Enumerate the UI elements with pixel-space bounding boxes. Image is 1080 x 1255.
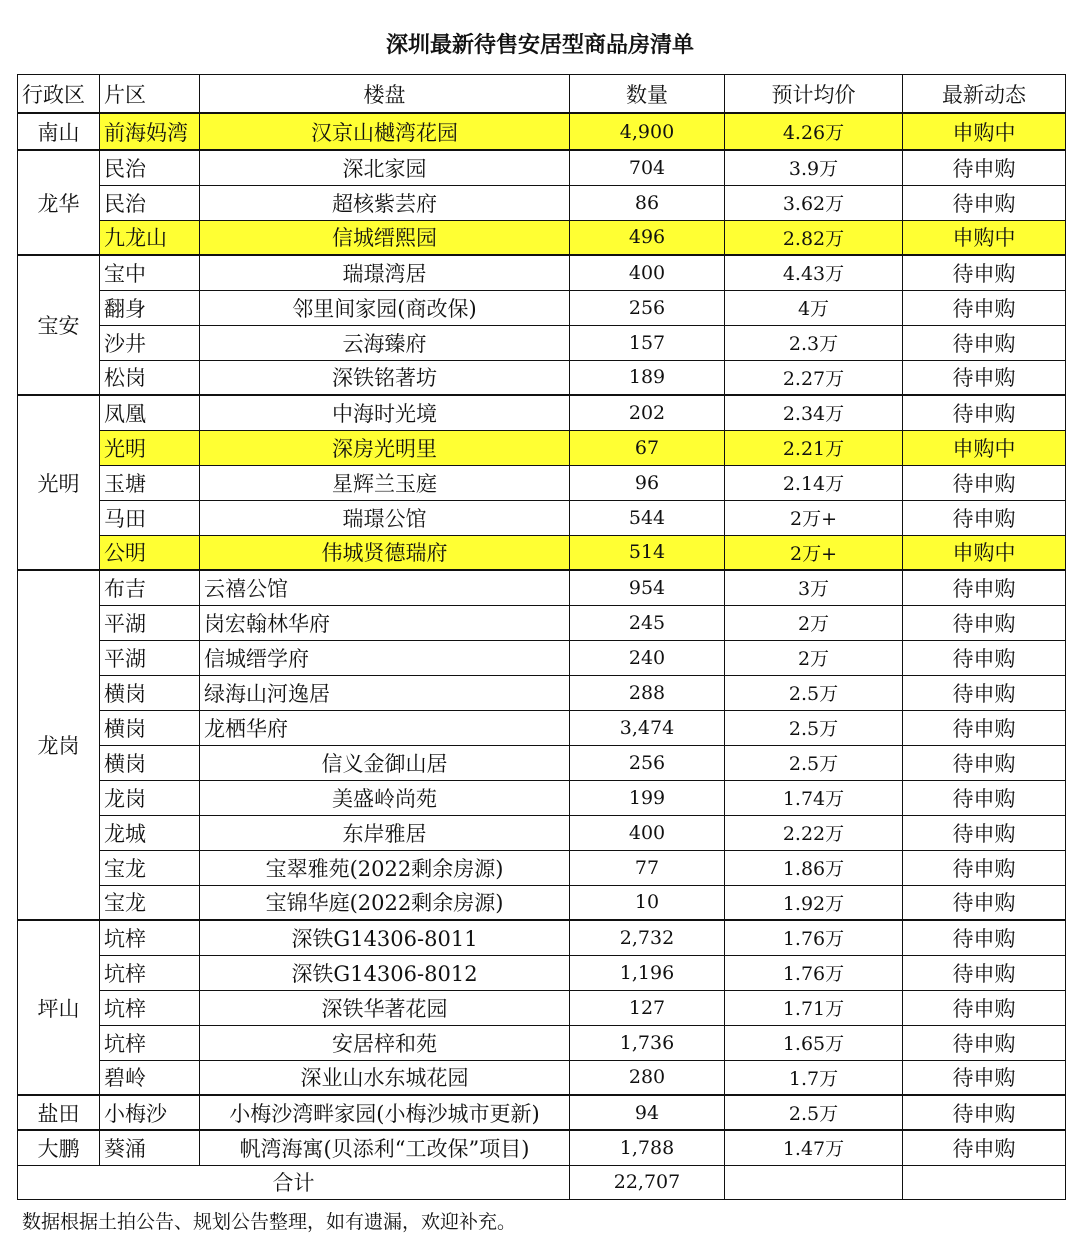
project-cell: 云禧公馆 [200,570,570,605]
project-cell: 深铁G14306-8011 [200,920,570,955]
project-cell: 深铁G14306-8012 [200,955,570,990]
table-row [18,745,1066,780]
header-status: 最新动态 [903,75,1066,114]
price-cell: 2.5万 [725,1095,903,1130]
table-row [18,150,1066,185]
qty-cell: 189 [570,360,725,395]
area-cell: 横岗 [100,675,200,710]
page-title: 深圳最新待售安居型商品房清单 [385,32,694,58]
project-cell: 宝翠雅苑(2022剩余房源) [200,850,570,885]
qty-cell: 400 [570,255,725,290]
price-cell: 2.14万 [725,465,903,500]
qty-cell: 954 [570,570,725,605]
table-row [18,360,1066,395]
price-cell: 2万 [725,640,903,675]
status-cell: 待申购 [903,1130,1066,1165]
status-cell: 待申购 [903,465,1066,500]
header-area: 片区 [100,75,200,114]
area-cell: 宝中 [100,255,200,290]
project-cell: 深北家园 [200,150,570,185]
price-cell: 2.27万 [725,360,903,395]
project-cell: 深铁华著花园 [200,990,570,1025]
project-cell: 瑞璟公馆 [200,500,570,535]
qty-cell: 400 [570,815,725,850]
price-cell: 2.5万 [725,745,903,780]
price-cell: 2.3万 [725,325,903,360]
district-cell: 龙岗 [18,570,100,920]
area-cell: 民治 [100,150,200,185]
status-cell: 申购中 [903,430,1066,465]
status-cell: 待申购 [903,640,1066,675]
qty-cell: 280 [570,1060,725,1095]
header-price: 预计均价 [725,75,903,114]
price-cell: 3.62万 [725,185,903,220]
status-cell: 待申购 [903,920,1066,955]
project-cell: 云海臻府 [200,325,570,360]
price-cell: 1.74万 [725,780,903,815]
qty-cell: 77 [570,850,725,885]
total-qty: 22,707 [570,1165,725,1199]
qty-cell: 3,474 [570,710,725,745]
status-cell: 待申购 [903,815,1066,850]
district-cell: 龙华 [18,150,100,255]
price-cell: 1.76万 [725,955,903,990]
table-row [18,710,1066,745]
housing-table [17,74,1066,1200]
qty-cell: 245 [570,605,725,640]
status-cell: 待申购 [903,150,1066,185]
status-cell: 待申购 [903,885,1066,920]
project-cell: 信城缙熙园 [200,220,570,255]
status-cell: 待申购 [903,395,1066,430]
area-cell: 宝龙 [100,885,200,920]
qty-cell: 256 [570,745,725,780]
table-row [18,955,1066,990]
area-cell: 民治 [100,185,200,220]
price-cell: 2.22万 [725,815,903,850]
project-cell: 邻里间家园(商改保) [200,290,570,325]
qty-cell: 544 [570,500,725,535]
district-cell: 坪山 [18,920,100,1095]
qty-cell: 1,196 [570,955,725,990]
table-row [18,255,1066,290]
table-row [18,430,1066,465]
status-cell: 申购中 [903,220,1066,255]
district-cell: 光明 [18,395,100,570]
status-cell: 待申购 [903,500,1066,535]
qty-cell: 1,788 [570,1130,725,1165]
project-cell: 信城缙学府 [200,640,570,675]
project-cell: 龙栖华府 [200,710,570,745]
qty-cell: 1,736 [570,1025,725,1060]
project-cell: 深业山水东城花园 [200,1060,570,1095]
project-cell: 中海时光境 [200,395,570,430]
district-cell: 宝安 [18,255,100,395]
status-cell: 待申购 [903,570,1066,605]
status-cell: 申购中 [903,113,1066,150]
qty-cell: 240 [570,640,725,675]
table-row [18,815,1066,850]
table-row [18,780,1066,815]
qty-cell: 199 [570,780,725,815]
price-cell: 2.21万 [725,430,903,465]
table-row [18,290,1066,325]
area-cell: 葵涌 [100,1130,200,1165]
project-cell: 帆湾海寓(贝添利“工改保”项目) [200,1130,570,1165]
district-cell: 南山 [18,113,100,150]
table-row [18,113,1066,150]
table-row [18,1095,1066,1130]
header-district: 行政区 [18,75,100,114]
area-cell: 坑梓 [100,955,200,990]
area-cell: 宝龙 [100,850,200,885]
table-row [18,675,1066,710]
qty-cell: 2,732 [570,920,725,955]
table-row [18,885,1066,920]
price-cell: 1.86万 [725,850,903,885]
price-cell: 1.7万 [725,1060,903,1095]
project-cell: 汉京山樾湾花园 [200,113,570,150]
price-cell: 2万+ [725,535,903,570]
price-cell: 2万 [725,605,903,640]
qty-cell: 127 [570,990,725,1025]
project-cell: 岗宏翰林华府 [200,605,570,640]
table-row [18,185,1066,220]
table-row [18,850,1066,885]
status-cell: 待申购 [903,1025,1066,1060]
price-cell: 2.34万 [725,395,903,430]
district-cell: 盐田 [18,1095,100,1130]
total-label: 合计 [18,1165,570,1199]
area-cell: 碧岭 [100,1060,200,1095]
project-cell: 信义金御山居 [200,745,570,780]
qty-cell: 514 [570,535,725,570]
qty-cell: 288 [570,675,725,710]
header-qty: 数量 [570,75,725,114]
project-cell: 安居梓和苑 [200,1025,570,1060]
qty-cell: 256 [570,290,725,325]
status-cell: 待申购 [903,1060,1066,1095]
status-cell: 待申购 [903,710,1066,745]
table-row [18,220,1066,255]
status-cell: 待申购 [903,185,1066,220]
table-row [18,990,1066,1025]
price-cell: 2万+ [725,500,903,535]
table-row [18,570,1066,605]
qty-cell: 704 [570,150,725,185]
price-cell: 4.26万 [725,113,903,150]
area-cell: 布吉 [100,570,200,605]
table-row [18,605,1066,640]
status-cell: 待申购 [903,955,1066,990]
total-row [18,1165,1066,1199]
area-cell: 光明 [100,430,200,465]
status-cell: 待申购 [903,325,1066,360]
project-cell: 瑞璟湾居 [200,255,570,290]
district-cell: 大鹏 [18,1130,100,1165]
area-cell: 横岗 [100,745,200,780]
status-cell: 待申购 [903,605,1066,640]
area-cell: 龙岗 [100,780,200,815]
status-cell: 待申购 [903,675,1066,710]
qty-cell: 202 [570,395,725,430]
table-header-row [18,75,1066,114]
project-cell: 宝锦华庭(2022剩余房源) [200,885,570,920]
project-cell: 伟城贤德瑞府 [200,535,570,570]
qty-cell: 96 [570,465,725,500]
price-cell: 1.92万 [725,885,903,920]
area-cell: 公明 [100,535,200,570]
status-cell: 待申购 [903,290,1066,325]
price-cell: 4万 [725,290,903,325]
qty-cell: 157 [570,325,725,360]
price-cell: 4.43万 [725,255,903,290]
qty-cell: 94 [570,1095,725,1130]
area-cell: 玉塘 [100,465,200,500]
status-cell: 待申购 [903,745,1066,780]
area-cell: 沙井 [100,325,200,360]
table-row [18,640,1066,675]
table-row [18,325,1066,360]
table-row [18,1060,1066,1095]
area-cell: 九龙山 [100,220,200,255]
empty-cell [725,1165,903,1199]
price-cell: 1.65万 [725,1025,903,1060]
header-project: 楼盘 [200,75,570,114]
qty-cell: 496 [570,220,725,255]
project-cell: 星辉兰玉庭 [200,465,570,500]
status-cell: 待申购 [903,850,1066,885]
table-row [18,1130,1066,1165]
project-cell: 小梅沙湾畔家园(小梅沙城市更新) [200,1095,570,1130]
area-cell: 横岗 [100,710,200,745]
project-cell: 东岸雅居 [200,815,570,850]
price-cell: 2.82万 [725,220,903,255]
status-cell: 待申购 [903,780,1066,815]
price-cell: 1.47万 [725,1130,903,1165]
project-cell: 深铁铭著坊 [200,360,570,395]
price-cell: 1.71万 [725,990,903,1025]
status-cell: 待申购 [903,255,1066,290]
status-cell: 申购中 [903,535,1066,570]
table-row [18,535,1066,570]
project-cell: 绿海山河逸居 [200,675,570,710]
price-cell: 3万 [725,570,903,605]
area-cell: 平湖 [100,640,200,675]
table-row [18,1025,1066,1060]
qty-cell: 67 [570,430,725,465]
qty-cell: 4,900 [570,113,725,150]
price-cell: 2.5万 [725,710,903,745]
area-cell: 翻身 [100,290,200,325]
status-cell: 待申购 [903,360,1066,395]
price-cell: 2.5万 [725,675,903,710]
area-cell: 龙城 [100,815,200,850]
status-cell: 待申购 [903,1095,1066,1130]
area-cell: 前海妈湾 [100,113,200,150]
area-cell: 坑梓 [100,1025,200,1060]
table-row [18,465,1066,500]
area-cell: 马田 [100,500,200,535]
area-cell: 坑梓 [100,990,200,1025]
empty-cell [903,1165,1066,1199]
area-cell: 凤凰 [100,395,200,430]
area-cell: 平湖 [100,605,200,640]
project-cell: 美盛岭尚苑 [200,780,570,815]
price-cell: 1.76万 [725,920,903,955]
table-row [18,500,1066,535]
project-cell: 超核紫芸府 [200,185,570,220]
status-cell: 待申购 [903,990,1066,1025]
price-cell: 3.9万 [725,150,903,185]
area-cell: 松岗 [100,360,200,395]
area-cell: 小梅沙 [100,1095,200,1130]
table-row [18,395,1066,430]
footer-note: 数据根据土拍公告、规划公告整理，如有遗漏，欢迎补充。 [22,1211,517,1233]
table-row [18,920,1066,955]
qty-cell: 10 [570,885,725,920]
project-cell: 深房光明里 [200,430,570,465]
qty-cell: 86 [570,185,725,220]
area-cell: 坑梓 [100,920,200,955]
